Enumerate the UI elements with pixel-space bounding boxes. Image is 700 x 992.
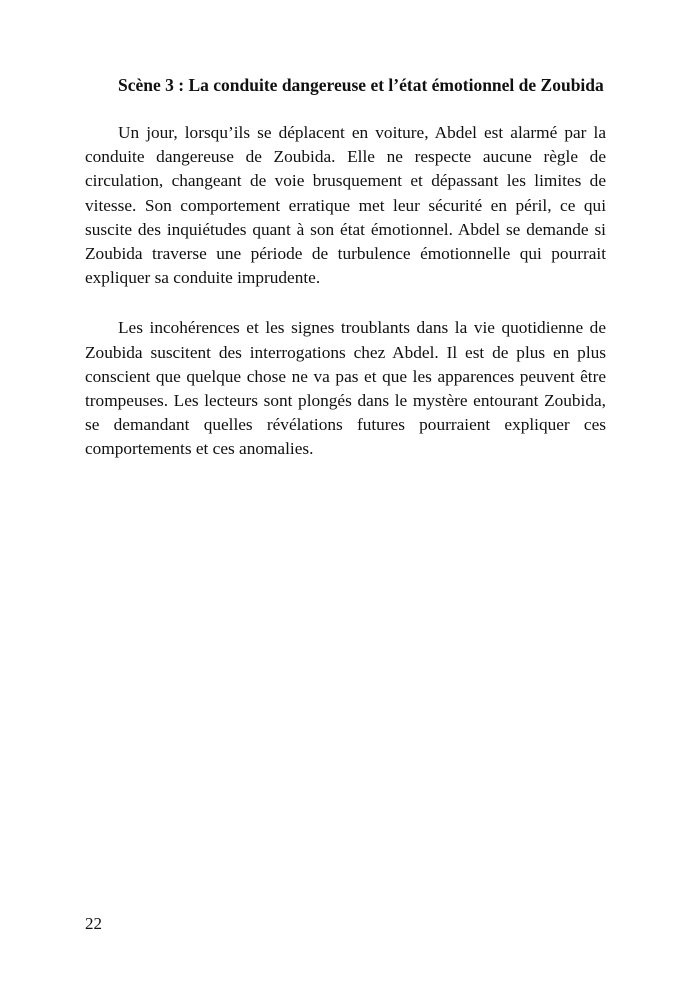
- scene-heading: Scène 3 : La conduite dangereuse et l’état émotionnel de Zoubida: [118, 75, 604, 95]
- paragraph-2: Les incohérences et les signes troublants dans la vie quotidienne de Zoubida suscitent des interrogations chez Abdel. Il est de plus en plus conscient que quelque chose ne va pas et que les apparences peuvent être trompeuses. Les lecteurs sont plongés dans le mystère entourant Zoubida, se demandant quelles révélations futures pourraient expliquer ces comportements et ces anomalies.: [85, 318, 606, 459]
- page-body: [85, 73, 606, 462]
- paragraph-1: Un jour, lorsqu’ils se déplacent en voiture, Abdel est alarmé par la conduite dangereuse de Zoubida. Elle ne respecte aucune règle de circulation, changeant de voie brusquement et dépassant les limites de vitesse. Son comportement erratique met leur sécurité en péril, ce qui suscite des inquiétudes quant à son état émotionnel. Abdel se demande si Zoubida traverse une période de turbulence émotionnelle qui pourrait expliquer sa conduite imprudente.: [85, 123, 606, 288]
- page-number: 22: [85, 914, 102, 933]
